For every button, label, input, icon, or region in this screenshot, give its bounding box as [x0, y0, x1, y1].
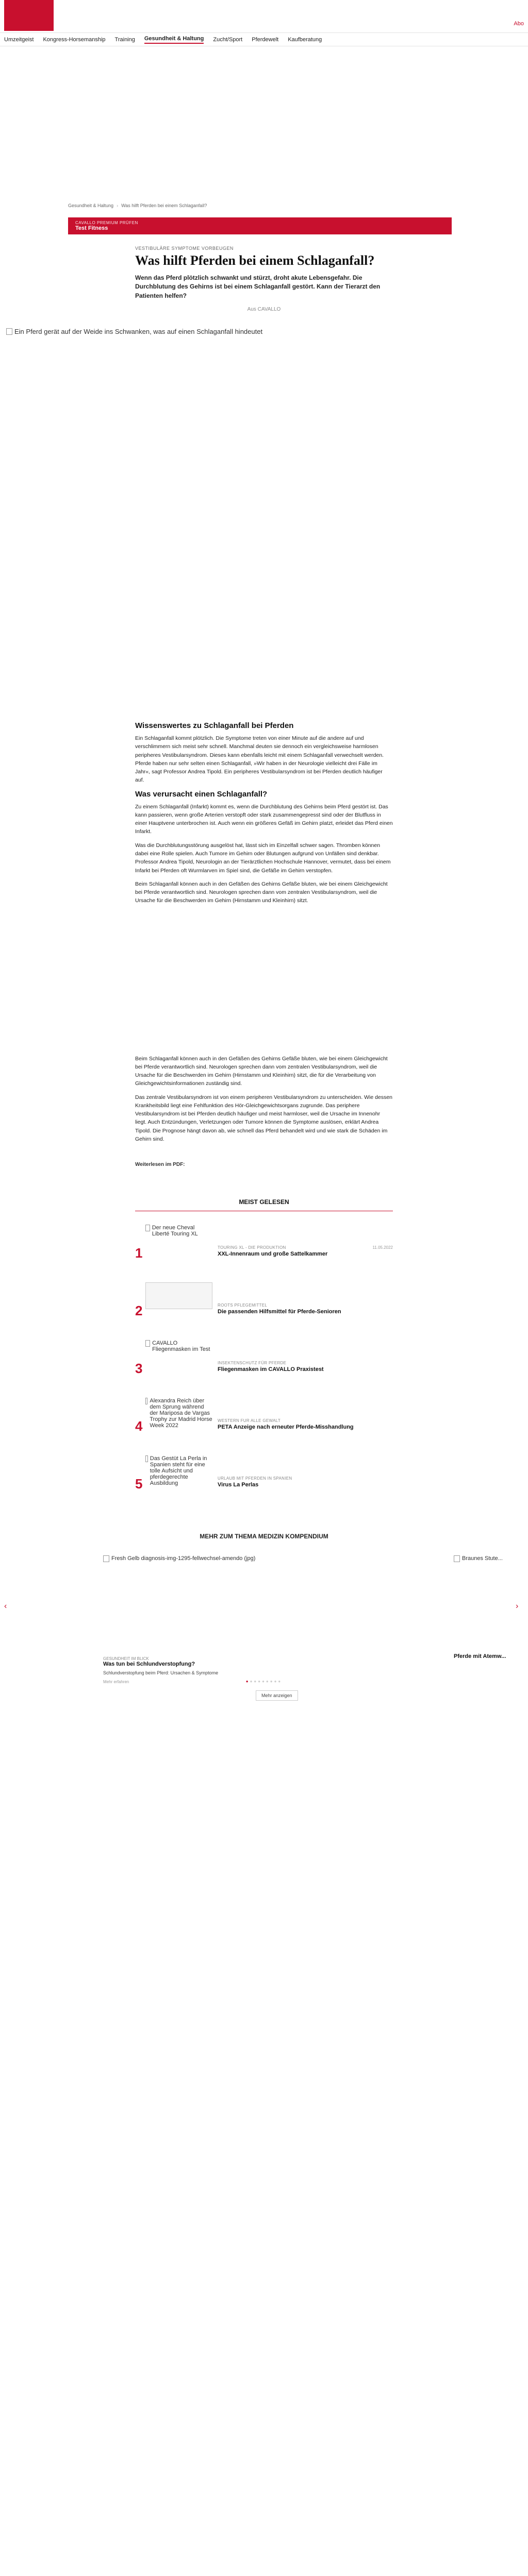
carousel-slide[interactable]: [103, 1555, 294, 1684]
item-kicker: WESTERN FUR ALLE GEWALT: [218, 1418, 281, 1423]
slide-kicker: [0, 1656, 98, 1661]
thumbnail[interactable]: [145, 1225, 212, 1237]
paragraph: Beim Schlaganfall können auch in den Gefäßen des Gehirns Gefäße bluten, wie bei einem Gleichgewicht bei Pferde verantwortlich sind. Neurologen sprechen dann vom zentralen Vestibularsyndrom, weil die Ursache für die Beschwerden im Gehirn (Hirnstamm und Kleinhirn) sitzt.: [135, 880, 388, 904]
pdf-link[interactable]: Weiterlesen im PDF:: [135, 1162, 185, 1168]
item-kicker: INSEKTENSCHUTZ FÜR PFERDE: [218, 1361, 287, 1366]
brand-logo[interactable]: [4, 0, 54, 31]
thumbnail-alt: Der neue Cheval Liberté Touring XL: [152, 1225, 198, 1238]
slide-image-alt: Braunes Stute...: [462, 1555, 503, 1562]
most-read-list: [135, 1225, 393, 1502]
slide-title[interactable]: Pferde mit Atemw...: [454, 1653, 506, 1660]
top-header: [0, 0, 528, 33]
most-read-title: MEIST GELESEN: [239, 1198, 289, 1206]
abo-link[interactable]: Abo: [514, 21, 524, 27]
most-read-heading: [135, 1198, 393, 1211]
item-title[interactable]: Die passenden Hilfsmittel für Pferde-Senioren: [218, 1309, 341, 1315]
promo-title: Test Fitness: [75, 225, 108, 231]
carousel-dots[interactable]: ●●●●●●●●●: [245, 1679, 283, 1684]
article-byline: Aus CAVALLO: [247, 307, 281, 313]
paragraph: Zu einem Schlaganfall (Infarkt) kommt es, wenn die Durchblutung des Gehirns beim Pferd gestört ist. Das kann passieren, wenn große Arterien verstopft oder stark zusammengepresst sind oder der Blutfluss in einer Hauptvene unterbrochen ist. Auch wenn ein größeres Gefäß im Gehirn platzt, erleidet das Pferd einen Infarkt.: [135, 803, 393, 835]
item-title[interactable]: Virus La Perlas: [218, 1482, 259, 1488]
hero-image: [3, 325, 525, 711]
list-item[interactable]: [135, 1455, 393, 1502]
paragraph: Ein Schlaganfall kommt plötzlich. Die Symptome treten von einer Minute auf die andere auf und verschlimmern sich meist sehr schnell. Manchmal deuten sie dennoch ein vergleichsweise harmlosen peripheres Vestibularsyndrom. Dieses kann ebenfalls leicht mit einem Schlaganfall verwechselt werden. Pferde haben nur sehr selten einen Schlaganfall, »Wir haben in der Neurologie vielleicht drei Fälle im Jahr«, sagt Professor Andrea Tipold. Ein peripheres Vestibularsyndrom ist bei Pferden deutlich häufiger auf.: [135, 735, 384, 784]
breadcrumb-item[interactable]: Gesundheit & Haltung: [68, 203, 114, 208]
slide-image-alt: Fresh Gelb diagnosis-img-1295-fellwechsel-amendo (jpg): [111, 1555, 256, 1562]
paragraph: Was die Durchblutungsstörung ausgelöst hat, lässt sich im Einzelfall schwer sagen. Thromben können dabei eine Rolle spielen. Auch Tumore im Gehirn oder Blutungen aufgrund von Unfällen sind denkbar. Professor Andrea Tipold, Neurologin an der Tierärztlichen Hochschule Hannover, vermutet, dass bei einem Infarkt bei Pferden oft Wurmlarven im Spiel sind, die Gefäße im Gehirn verstopfen.: [135, 842, 391, 874]
thumbnail[interactable]: [145, 1282, 212, 1309]
main-navigation: [0, 33, 528, 46]
item-text: [218, 1282, 393, 1315]
item-date: 11.05.2022: [372, 1245, 393, 1250]
nav-item-active[interactable]: Gesundheit & Haltung: [144, 36, 204, 44]
thumbnail-alt: Das Gestüt La Perla in Spanien steht für eine tolle Aufsicht und pferdegerechte Ausbildung: [150, 1455, 207, 1487]
thumbnail[interactable]: [145, 1455, 212, 1486]
broken-image-icon: [145, 1225, 150, 1231]
item-text: [218, 1455, 393, 1488]
list-item[interactable]: [135, 1282, 393, 1329]
thumbnail[interactable]: [145, 1340, 212, 1352]
carousel-slide[interactable]: [0, 1555, 98, 1684]
article-lead: Wenn das Pferd plötzlich schwankt und stürzt, droht akute Lebensgefahr. Die Durchblutung des Gehirns ist bei einem Schlaganfall gestört. Kann der Tierarzt den Patienten helfen?: [135, 274, 381, 299]
nav-item[interactable]: Zucht/Sport: [213, 36, 243, 43]
content-container: [68, 46, 460, 234]
breadcrumb-current: Was hilft Pferden bei einem Schlaganfall?: [121, 203, 207, 208]
broken-image-icon: [6, 328, 12, 335]
broken-image-icon: [145, 1340, 150, 1347]
nav-item[interactable]: Pferdewelt: [252, 36, 279, 43]
item-title[interactable]: Fliegenmasken im CAVALLO Praxistest: [218, 1366, 324, 1373]
breadcrumb-separator: ›: [117, 203, 119, 208]
nav-item[interactable]: Training: [114, 36, 135, 43]
item-kicker: ROOTS PFLEGEMITTEL: [218, 1303, 268, 1308]
topic-carousel-section: [0, 1533, 528, 1699]
slide-title[interactable]: Was tun bei Schlundverstopfung?: [103, 1661, 195, 1668]
list-item[interactable]: [135, 1340, 393, 1386]
nav-item[interactable]: Kongress-Horsemanship: [43, 36, 106, 43]
slide-image[interactable]: [103, 1555, 294, 1653]
slide-kicker: GESUNDHEIT IM BLICK: [103, 1656, 149, 1662]
item-kicker: URLAUB MIT PFERDEN IN SPANIEN: [218, 1476, 292, 1481]
article-body: [135, 721, 393, 1167]
rank-number: 1: [135, 1245, 143, 1261]
item-text: [218, 1340, 393, 1372]
slide-desc: [0, 1670, 98, 1675]
item-text: [218, 1398, 393, 1430]
section-heading: Wissenswertes zu Schlaganfall bei Pferden: [135, 721, 294, 731]
slide-desc: Schlundverstopfung beim Pferd: Ursachen & Symptome: [103, 1670, 219, 1676]
nav-item[interactable]: Kaufberatung: [288, 36, 322, 43]
paragraph: Das zentrale Vestibularsyndrom ist von einem peripheren Vestibularsyndrom zu unterscheiden. Wie dessen Krankheitsbild liegt eine Fehlfunktion des Hör-Gleichgewichtsorgans zugrunde. Das periphere Vestibularsyndrom ist bei Pferden deutlich häufiger und meist harmloser, weil die Ursache im Innenohr liegt. Auch Entzündungen, Verletzungen oder Tumore können die Symptome auslösen, erklärt Andrea Tipold. Die Prognose hängt davon ab, wie schnell das Pferd behandelt wird und wie stark die Schäden im Gehirn sind.: [135, 1094, 393, 1142]
thumbnail[interactable]: [145, 1398, 212, 1429]
thumbnail-alt: Alexandra Reich über dem Sprung während der Mariposa de Vargas Trophy zur Madrid Horse Week 2022: [150, 1398, 212, 1429]
slide-image[interactable]: [0, 1555, 98, 1653]
promo-kicker: CAVALLO PREMIUM PRÜFEN: [75, 221, 138, 225]
item-text: [218, 1225, 393, 1257]
paragraph: Beim Schlaganfall können auch in den Gefäßen des Gehirns Gefäße bluten, wie bei einem Gleichgewicht bei Pferde verantwortlich sind. Neurologen sprechen dann vom zentralen Vestibularsyndrom, weil die Ursache für die Beschwerden im Gehirn (Hirnstamm und Kleinhirn) sitzt, die für die Verarbeitung von Gleichgewichtsinformationen zuständig sind.: [135, 1055, 388, 1087]
article-header: [135, 246, 393, 312]
list-item[interactable]: [135, 1398, 393, 1444]
carousel-heading: MEHR ZUM THEMA MEDIZIN KOMPENDIUM: [200, 1533, 328, 1540]
broken-image-icon: [145, 1455, 148, 1462]
ad-space: [135, 910, 393, 1055]
show-more-button[interactable]: Mehr anzeigen: [256, 1690, 298, 1701]
item-title[interactable]: XXL-Innenraum und große Sattelkammer: [218, 1251, 328, 1258]
item-kicker: TOURING XL - DIE PRODUKTION: [218, 1245, 286, 1250]
promo-banner[interactable]: [68, 217, 452, 234]
hero-image-alt: [6, 328, 262, 335]
broken-image-icon: [454, 1555, 460, 1562]
rank-number: 3: [135, 1361, 143, 1377]
thumbnail-alt: CAVALLO Fliegenmasken im Test: [152, 1340, 210, 1353]
article-kicker: VESTIBULÄRE SYMPTOME VORBEUGEN: [135, 246, 234, 251]
list-item[interactable]: [135, 1225, 393, 1271]
chevron-left-icon[interactable]: ‹: [4, 1602, 7, 1611]
rank-number: 5: [135, 1476, 143, 1492]
article-title: Was hilft Pferden bei einem Schlaganfall?: [135, 253, 375, 268]
rank-number: 2: [135, 1303, 143, 1319]
broken-image-icon: [145, 1398, 147, 1404]
carousel: [0, 1555, 528, 1699]
rank-number: 4: [135, 1418, 143, 1434]
breadcrumb: [68, 46, 460, 208]
slide-more[interactable]: Mehr erfahren: [103, 1680, 129, 1685]
nav-item[interactable]: Umzeitgeist: [4, 36, 34, 43]
hero-alt-text: Ein Pferd gerät auf der Weide ins Schwanken, was auf einen Schlaganfall hindeutet: [14, 328, 263, 336]
slide-title[interactable]: [0, 1661, 98, 1667]
section-heading: Was verursacht einen Schlaganfall?: [135, 789, 268, 799]
item-title[interactable]: PETA Anzeige nach erneuter Pferde-Misshandlung: [218, 1424, 354, 1431]
chevron-right-icon[interactable]: ›: [516, 1602, 519, 1611]
broken-image-icon: [103, 1555, 109, 1562]
